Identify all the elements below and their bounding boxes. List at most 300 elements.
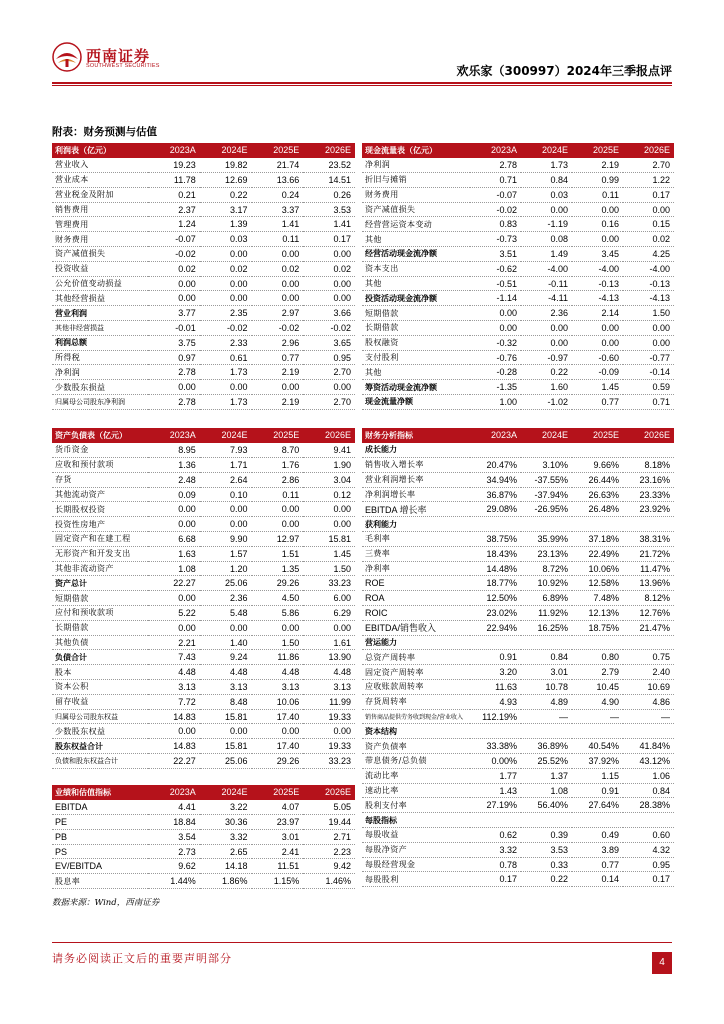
row-label: 负债合计 — [52, 650, 148, 665]
cell-value: 11.92% — [521, 606, 572, 621]
table-row — [362, 783, 674, 798]
row-label: 折旧与摊销 — [362, 173, 470, 188]
cell-value: 0.84 — [521, 650, 572, 665]
cell-value: 1.51 — [252, 546, 304, 561]
cell-value: 1.76 — [252, 458, 304, 473]
year-header: 2023A — [470, 143, 521, 158]
row-label: 资本公积 — [52, 680, 148, 695]
cell-value: 23.02% — [470, 606, 521, 621]
table-row — [362, 502, 674, 517]
table-row — [362, 443, 674, 458]
table-row — [52, 800, 355, 815]
cell-value: 27.19% — [470, 798, 521, 813]
cell-value: 0.00 — [303, 517, 355, 532]
cell-value: 0.02 — [303, 261, 355, 276]
income-statement-table — [52, 143, 355, 410]
cell-value: 1.41 — [303, 217, 355, 232]
cell-value: 3.54 — [148, 829, 200, 844]
table-row — [362, 380, 674, 395]
cell-value: 3.45 — [572, 247, 623, 262]
cell-value: 15.81 — [200, 739, 252, 754]
cell-value: 2.36 — [521, 306, 572, 321]
cell-value — [623, 517, 674, 532]
cell-value: — — [572, 709, 623, 724]
table-row — [52, 502, 355, 517]
cell-value: 0.00 — [623, 202, 674, 217]
cell-value: 0.00 — [572, 202, 623, 217]
table-row — [52, 187, 355, 202]
cell-value: 1.08 — [521, 783, 572, 798]
cell-value: 10.78 — [521, 680, 572, 695]
cell-value — [572, 635, 623, 650]
cell-value: 2.78 — [148, 395, 200, 410]
cell-value: 11.47% — [623, 561, 674, 576]
cell-value: 6.89% — [521, 591, 572, 606]
valuation-table — [52, 785, 355, 889]
cell-value: 30.36 — [200, 815, 252, 830]
cell-value: 17.40 — [252, 739, 304, 754]
year-header: 2024E — [200, 428, 252, 443]
cell-value: 0.17 — [303, 232, 355, 247]
data-source-note: 数据来源：Wind，西南证券 — [52, 898, 160, 908]
table-row — [52, 335, 355, 350]
cell-value: 0.77 — [572, 857, 623, 872]
table-row — [362, 335, 674, 350]
cell-value: 19.44 — [303, 815, 355, 830]
cell-value: -4.00 — [623, 261, 674, 276]
cell-value: -0.07 — [148, 232, 200, 247]
table-row — [362, 694, 674, 709]
year-header: 2025E — [252, 428, 304, 443]
cell-value: 12.76% — [623, 606, 674, 621]
company-logo — [52, 42, 172, 76]
cell-value: 2.96 — [252, 335, 304, 350]
cell-value: 22.49% — [572, 546, 623, 561]
cell-value — [521, 724, 572, 739]
cell-value: 1.20 — [200, 561, 252, 576]
row-label: 存货 — [52, 472, 148, 487]
year-header: 2025E — [252, 785, 304, 800]
cell-value: 0.08 — [521, 232, 572, 247]
row-label: PE — [52, 815, 148, 830]
cell-value: 0.78 — [470, 857, 521, 872]
cell-value: 1.60 — [521, 380, 572, 395]
cell-value: 21.47% — [623, 620, 674, 635]
cell-value: -0.28 — [470, 365, 521, 380]
cell-value: 7.43 — [148, 650, 200, 665]
cell-value: 2.40 — [623, 665, 674, 680]
table-row — [362, 798, 674, 813]
row-label: 每股净资产 — [362, 842, 470, 857]
cell-value: 3.10% — [521, 458, 572, 473]
row-label: 财务费用 — [362, 187, 470, 202]
year-header: 2025E — [572, 428, 623, 443]
cell-value: 1.45 — [572, 380, 623, 395]
row-label: 资产负债率 — [362, 739, 470, 754]
cell-value: 16.25% — [521, 620, 572, 635]
table-row — [362, 828, 674, 843]
cell-value: -0.01 — [148, 321, 200, 336]
cell-value: 0.60 — [623, 828, 674, 843]
cell-value: 20.47% — [470, 458, 521, 473]
cell-value: 0.10 — [200, 487, 252, 502]
row-label: 资本结构 — [362, 724, 470, 739]
cell-value: 4.50 — [252, 591, 304, 606]
table-row — [362, 546, 674, 561]
cell-value: 36.89% — [521, 739, 572, 754]
cell-value: 0.00 — [303, 291, 355, 306]
cell-value: 0.11 — [252, 487, 304, 502]
table-row — [362, 561, 674, 576]
cell-value: 3.01 — [252, 829, 304, 844]
row-label: 销售费用 — [52, 202, 148, 217]
cell-value: 12.50% — [470, 591, 521, 606]
cell-value: 0.22 — [521, 365, 572, 380]
cell-value: 2.86 — [252, 472, 304, 487]
cell-value: 2.71 — [303, 829, 355, 844]
year-header: 2023A — [148, 428, 200, 443]
row-label: 营运能力 — [362, 635, 470, 650]
logo-name: 西南证券 — [86, 47, 151, 65]
table-title: 业绩和估值指标 — [52, 785, 148, 800]
cell-value: 0.00 — [200, 502, 252, 517]
row-label: 其他 — [362, 365, 470, 380]
cell-value: -0.77 — [623, 350, 674, 365]
table-row — [362, 813, 674, 828]
table-row — [52, 739, 355, 754]
cell-value: 33.23 — [303, 576, 355, 591]
cell-value: 0.21 — [148, 187, 200, 202]
cell-value: 41.84% — [623, 739, 674, 754]
cell-value: 1.46% — [303, 874, 355, 889]
cell-value: 33.38% — [470, 739, 521, 754]
cell-value: 1.43 — [470, 783, 521, 798]
cell-value: 0.95 — [303, 350, 355, 365]
table-row — [52, 859, 355, 874]
row-label: 经营活动现金流净额 — [362, 247, 470, 262]
cell-value: -0.02 — [252, 321, 304, 336]
row-label: EBITDA — [52, 800, 148, 815]
table-header-row — [362, 143, 674, 158]
row-label: 三费率 — [362, 546, 470, 561]
cell-value: 1.63 — [148, 546, 200, 561]
cell-value: 2.65 — [200, 844, 252, 859]
row-label: 利润总额 — [52, 335, 148, 350]
cell-value: 2.41 — [252, 844, 304, 859]
table-row — [52, 680, 355, 695]
row-label: 少数股东损益 — [52, 380, 148, 395]
year-header: 2023A — [470, 428, 521, 443]
cell-value: 2.70 — [303, 395, 355, 410]
cell-value: 5.05 — [303, 800, 355, 815]
cell-value: 26.44% — [572, 472, 623, 487]
table-row — [362, 291, 674, 306]
cell-value: 0.00 — [252, 517, 304, 532]
row-label: 营业税金及附加 — [52, 187, 148, 202]
cell-value: -0.02 — [470, 202, 521, 217]
table-row — [362, 739, 674, 754]
cell-value: 7.93 — [200, 443, 252, 458]
cell-value: -1.14 — [470, 291, 521, 306]
row-label: 总资产周转率 — [362, 650, 470, 665]
cell-value: 0.99 — [572, 173, 623, 188]
cell-value: 2.48 — [148, 472, 200, 487]
cell-value: 3.77 — [148, 306, 200, 321]
cell-value: 0.00 — [148, 291, 200, 306]
row-label: 净利润 — [362, 158, 470, 173]
cell-value: 0.00 — [623, 335, 674, 350]
cell-value: 0.03 — [200, 232, 252, 247]
cell-value: 3.65 — [303, 335, 355, 350]
cell-value: 2.33 — [200, 335, 252, 350]
cell-value: 0.02 — [148, 261, 200, 276]
row-label: 长期借款 — [362, 321, 470, 336]
row-label: ROE — [362, 576, 470, 591]
cell-value: 1.45 — [303, 546, 355, 561]
table-row — [362, 202, 674, 217]
cell-value: 1.41 — [252, 217, 304, 232]
cell-value: 0.00 — [148, 591, 200, 606]
cell-value: 10.45 — [572, 680, 623, 695]
cell-value: 0.00 — [303, 502, 355, 517]
cell-value: 38.31% — [623, 532, 674, 547]
table-row — [52, 487, 355, 502]
cell-value: 0.00 — [521, 321, 572, 336]
cell-value: 26.48% — [572, 502, 623, 517]
cell-value: 1.06 — [623, 768, 674, 783]
cell-value: -0.73 — [470, 232, 521, 247]
cell-value: 0.00 — [303, 380, 355, 395]
cell-value: 8.18% — [623, 458, 674, 473]
table-row — [52, 815, 355, 830]
row-label: 营业收入 — [52, 158, 148, 173]
table-row — [362, 635, 674, 650]
cell-value: 4.89 — [521, 694, 572, 709]
cell-value: 2.64 — [200, 472, 252, 487]
cell-value: 1.71 — [200, 458, 252, 473]
cell-value: 0.00 — [303, 247, 355, 262]
table-row — [362, 754, 674, 769]
logo-subtitle: SOUTHWEST SECURITIES — [86, 63, 160, 69]
cell-value: 38.75% — [470, 532, 521, 547]
cell-value: 0.00 — [200, 724, 252, 739]
table-row — [52, 232, 355, 247]
row-label: 每股股利 — [362, 872, 470, 887]
row-label: 留存收益 — [52, 694, 148, 709]
appendix-title: 附表：财务预测与估值 — [52, 126, 157, 138]
row-label: 带息债务/总负债 — [362, 754, 470, 769]
cell-value — [521, 443, 572, 458]
cell-value: 23.52 — [303, 158, 355, 173]
cell-value: 23.16% — [623, 472, 674, 487]
cell-value: 0.00 — [303, 276, 355, 291]
table-row — [362, 709, 674, 724]
cell-value: 0.71 — [470, 173, 521, 188]
table-title: 资产负债表（亿元） — [52, 428, 148, 443]
cell-value: 0.00 — [148, 276, 200, 291]
table-row — [362, 487, 674, 502]
cell-value — [470, 724, 521, 739]
cell-value: 3.37 — [252, 202, 304, 217]
cell-value: 8.48 — [200, 694, 252, 709]
cell-value: 0.02 — [623, 232, 674, 247]
row-label: 筹资活动现金流净额 — [362, 380, 470, 395]
cell-value: 3.66 — [303, 306, 355, 321]
cell-value: 2.35 — [200, 306, 252, 321]
cell-value: 0.80 — [572, 650, 623, 665]
row-label: 短期借款 — [52, 591, 148, 606]
cell-value: -1.35 — [470, 380, 521, 395]
cell-value: 2.70 — [303, 365, 355, 380]
cell-value: 4.86 — [623, 694, 674, 709]
cell-value: 3.13 — [303, 680, 355, 695]
row-label: 支付股利 — [362, 350, 470, 365]
cell-value: 18.77% — [470, 576, 521, 591]
table-row — [362, 187, 674, 202]
cell-value: 40.54% — [572, 739, 623, 754]
cell-value: 0.11 — [252, 232, 304, 247]
cell-value: 2.79 — [572, 665, 623, 680]
row-label: 其他非流动资产 — [52, 561, 148, 576]
cell-value: 4.41 — [148, 800, 200, 815]
cell-value: -0.11 — [521, 276, 572, 291]
table-row — [52, 173, 355, 188]
row-label: 少数股东权益 — [52, 724, 148, 739]
row-label: 资本支出 — [362, 261, 470, 276]
cell-value: 1.35 — [252, 561, 304, 576]
cell-value: 112.19% — [470, 709, 521, 724]
table-row — [52, 517, 355, 532]
cell-value: 6.68 — [148, 532, 200, 547]
cell-value: 2.97 — [252, 306, 304, 321]
cell-value: 0.97 — [148, 350, 200, 365]
cell-value: 0.00 — [252, 247, 304, 262]
row-label: 短期借款 — [362, 306, 470, 321]
cell-value: 4.48 — [303, 665, 355, 680]
cell-value: 23.13% — [521, 546, 572, 561]
table-row — [362, 306, 674, 321]
row-label: 固定资产和在建工程 — [52, 532, 148, 547]
row-label: 应收账款周转率 — [362, 680, 470, 695]
cell-value: 0.16 — [572, 217, 623, 232]
table-row — [362, 768, 674, 783]
cell-value — [521, 635, 572, 650]
cell-value: 10.69 — [623, 680, 674, 695]
cell-value: 29.08% — [470, 502, 521, 517]
cell-value — [521, 517, 572, 532]
row-label: 资产减值损失 — [362, 202, 470, 217]
cell-value: 6.00 — [303, 591, 355, 606]
table-row — [52, 202, 355, 217]
cell-value: 1.15% — [252, 874, 304, 889]
cash-flow-table — [362, 143, 674, 410]
row-label: 获利能力 — [362, 517, 470, 532]
table-row — [362, 842, 674, 857]
row-label: 管理费用 — [52, 217, 148, 232]
cell-value: 2.73 — [148, 844, 200, 859]
cell-value: 1.90 — [303, 458, 355, 473]
table-row — [362, 247, 674, 262]
table-title: 财务分析指标 — [362, 428, 470, 443]
header-divider-thin — [52, 85, 672, 86]
cell-value: 0.00 — [252, 276, 304, 291]
cell-value: 0.00 — [303, 724, 355, 739]
cell-value: 37.92% — [572, 754, 623, 769]
row-label: 其他 — [362, 232, 470, 247]
row-label: 投资收益 — [52, 261, 148, 276]
cell-value: 14.51 — [303, 173, 355, 188]
cell-value: 25.52% — [521, 754, 572, 769]
row-label: 销售商品提供劳务收到现金/营业收入 — [362, 709, 470, 724]
cell-value: 19.33 — [303, 709, 355, 724]
cell-value: 3.13 — [252, 680, 304, 695]
cell-value: 3.17 — [200, 202, 252, 217]
cell-value: 0.24 — [252, 187, 304, 202]
cell-value: 2.19 — [252, 395, 304, 410]
cell-value: -37.94% — [521, 487, 572, 502]
cell-value: 10.06% — [572, 561, 623, 576]
row-label: 营业利润增长率 — [362, 472, 470, 487]
cell-value: 0.00 — [470, 306, 521, 321]
table-row — [52, 694, 355, 709]
table-row — [362, 365, 674, 380]
row-label: 毛利率 — [362, 532, 470, 547]
row-label: 速动比率 — [362, 783, 470, 798]
table-row — [362, 261, 674, 276]
cell-value: 0.00 — [148, 517, 200, 532]
cell-value: 0.61 — [200, 350, 252, 365]
cell-value: 3.32 — [200, 829, 252, 844]
cell-value — [623, 724, 674, 739]
cell-value: 23.33% — [623, 487, 674, 502]
row-label: 净利率 — [362, 561, 470, 576]
cell-value: 9.24 — [200, 650, 252, 665]
row-label: 存货周转率 — [362, 694, 470, 709]
row-label: 股利支付率 — [362, 798, 470, 813]
cell-value: 0.75 — [623, 650, 674, 665]
year-header: 2025E — [252, 143, 304, 158]
cell-value: 0.77 — [572, 395, 623, 410]
table-row — [362, 350, 674, 365]
cell-value: -0.32 — [470, 335, 521, 350]
cell-value: 22.94% — [470, 620, 521, 635]
cell-value: 1.39 — [200, 217, 252, 232]
page-number: 4 — [652, 952, 672, 974]
header-divider — [52, 82, 672, 84]
cell-value: 0.17 — [470, 872, 521, 887]
year-header: 2026E — [303, 428, 355, 443]
table-row — [362, 591, 674, 606]
cell-value: 2.78 — [148, 365, 200, 380]
cell-value: 5.22 — [148, 606, 200, 621]
cell-value: 0.02 — [252, 261, 304, 276]
cell-value: 12.13% — [572, 606, 623, 621]
cell-value: 0.26 — [303, 187, 355, 202]
cell-value: 1.44% — [148, 874, 200, 889]
cell-value: -0.13 — [623, 276, 674, 291]
table-row — [52, 576, 355, 591]
cell-value — [470, 517, 521, 532]
cell-value: 3.89 — [572, 842, 623, 857]
cell-value: -0.14 — [623, 365, 674, 380]
cell-value: 13.66 — [252, 173, 304, 188]
cell-value: 0.11 — [572, 187, 623, 202]
cell-value: 0.49 — [572, 828, 623, 843]
table-row — [362, 680, 674, 695]
table-row — [362, 321, 674, 336]
cell-value: 0.00 — [200, 380, 252, 395]
cell-value: 10.06 — [252, 694, 304, 709]
